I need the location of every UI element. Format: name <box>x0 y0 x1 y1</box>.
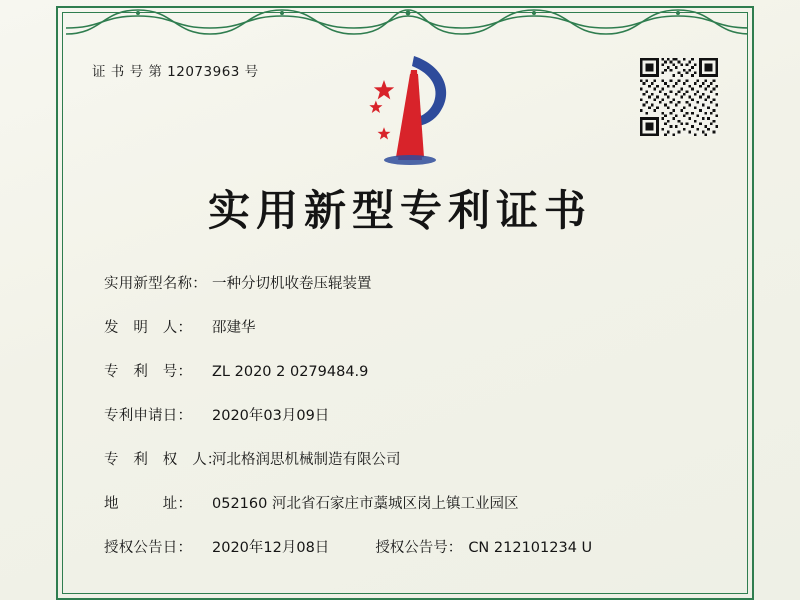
grant-date-value: 2020年12月08日 <box>212 540 330 556</box>
field-value: ZL 2020 2 0279484.9 <box>212 364 369 380</box>
qr-code-icon <box>640 58 718 136</box>
field-value: 河北格润思机械制造有限公司 <box>212 452 401 468</box>
certificate-number: 证 书 号 第 12073963 号 <box>92 64 259 80</box>
patent-office-logo-icon <box>348 48 468 168</box>
grant-number-value: CN 212101234 U <box>468 540 593 556</box>
field-value: 052160 河北省石家庄市藁城区岗上镇工业园区 <box>212 496 519 512</box>
field-row-address <box>104 492 710 513</box>
field-row-patent-number <box>104 360 710 381</box>
field-label: 专利申请日： <box>104 408 193 424</box>
field-row-grant-announcement <box>104 536 710 557</box>
field-row-inventor <box>104 316 710 337</box>
field-label: 地 址： <box>104 496 193 512</box>
field-row-patentee <box>104 448 710 469</box>
grant-number-label: 授权公告号： <box>375 540 463 556</box>
grant-date-label: 授权公告日： <box>104 540 193 556</box>
field-value: 一种分切机收卷压辊装置 <box>212 276 372 292</box>
field-row-application-date <box>104 404 710 425</box>
page-title: 实用新型专利证书 <box>207 186 592 235</box>
field-label: 专 利 权 人： <box>104 452 222 468</box>
field-label: 发 明 人： <box>104 320 193 336</box>
field-row-utility-model-name <box>104 272 710 293</box>
field-value: 2020年03月09日 <box>212 408 330 424</box>
field-label: 实用新型名称： <box>104 276 207 292</box>
field-label: 专 利 号： <box>104 364 193 380</box>
patent-fields <box>104 272 710 580</box>
field-value: 邵建华 <box>212 320 256 336</box>
